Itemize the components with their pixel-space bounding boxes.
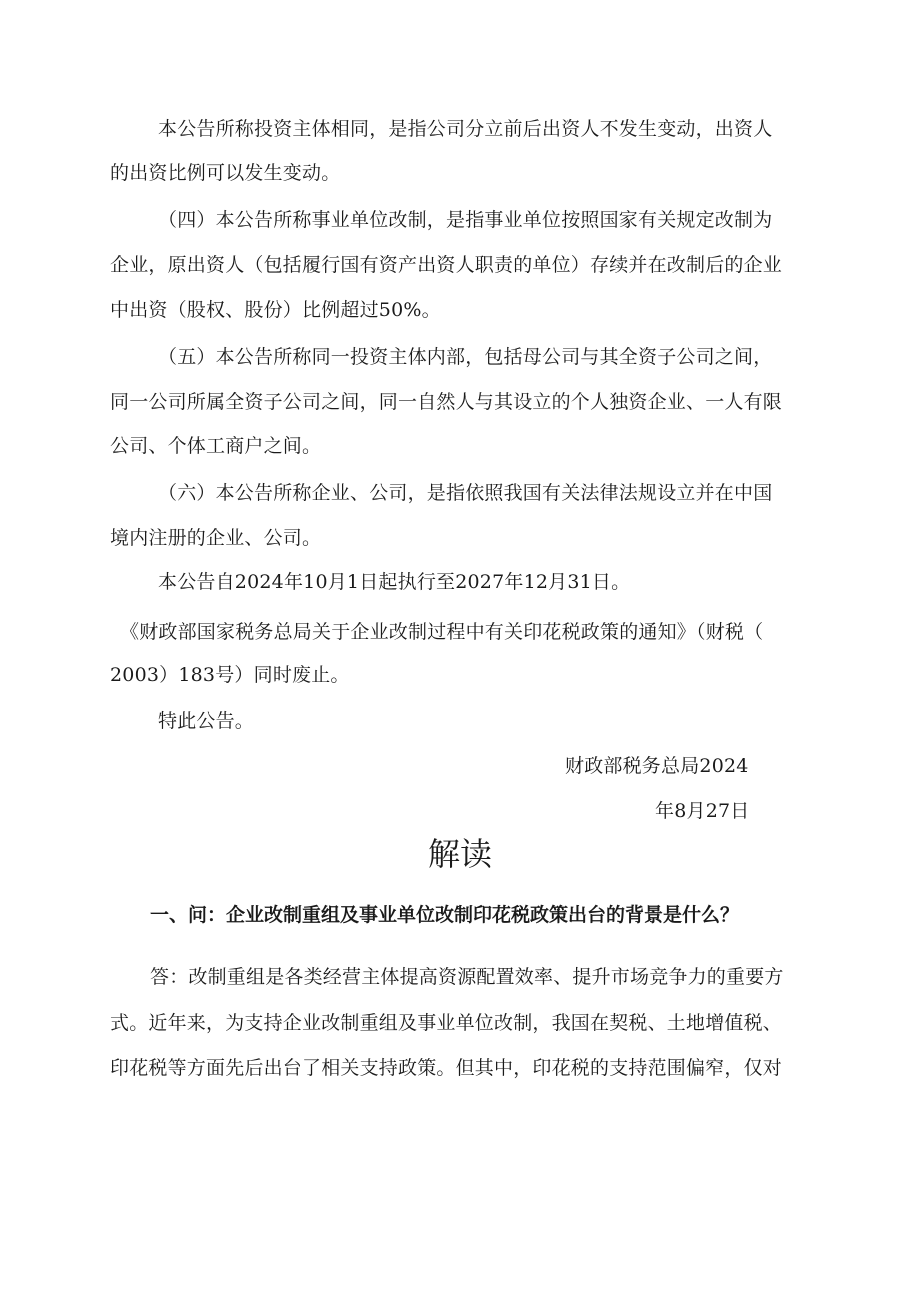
paragraph-line: 本公告自2024年10月1日起执行至2027年12月31日。	[158, 571, 631, 593]
paragraph-line: （六）本公告所称企业、公司，是指依照我国有关法律法规设立并在中国	[158, 482, 773, 504]
paragraph-line: 的出资比例可以发生变动。	[110, 162, 341, 184]
answer-line: 印花税等方面先后出台了相关支持政策。但其中，印花税的支持范围偏窄，仅对	[110, 1057, 783, 1079]
paragraph-line: 公司、个体工商户之间。	[110, 435, 322, 457]
signature-date: 年8月27日	[655, 800, 750, 822]
paragraph-line: 本公告所称投资主体相同，是指公司分立前后出资人不发生变动，出资人	[158, 118, 773, 140]
answer-line: 式。近年来，为支持企业改制重组及事业单位改制，我国在契税、土地增值税、	[110, 1012, 783, 1034]
paragraph-line: 2003）183号）同时废止。	[110, 664, 350, 686]
paragraph-line: 中出资（股权、股份）比例超过50%。	[110, 299, 441, 321]
paragraph-line: 境内注册的企业、公司。	[110, 527, 322, 549]
paragraph-line: 特此公告。	[158, 710, 255, 732]
section-title: 解读	[427, 835, 492, 873]
signature-issuer: 财政部税务总局2024	[565, 755, 749, 777]
paragraph-line: （五）本公告所称同一投资主体内部，包括母公司与其全资子公司之间，	[158, 346, 773, 368]
paragraph-line: （四）本公告所称事业单位改制，是指事业单位按照国家有关规定改制为	[158, 209, 773, 231]
paragraph-line: 同一公司所属全资子公司之间，同一自然人与其设立的个人独资企业、一人有限	[110, 391, 783, 413]
paragraph-line: 《财政部国家税务总局关于企业改制过程中有关印花税政策的通知》（财税（	[120, 621, 764, 643]
paragraph-line: 企业，原出资人（包括履行国有资产出资人职责的单位）存续并在改制后的企业	[110, 254, 783, 276]
question-heading: 一、问：企业改制重组及事业单位改制印花税政策出台的背景是什么？	[150, 904, 740, 926]
answer-line: 答：改制重组是各类经营主体提高资源配置效率、提升市场竞争力的重要方	[150, 966, 784, 988]
